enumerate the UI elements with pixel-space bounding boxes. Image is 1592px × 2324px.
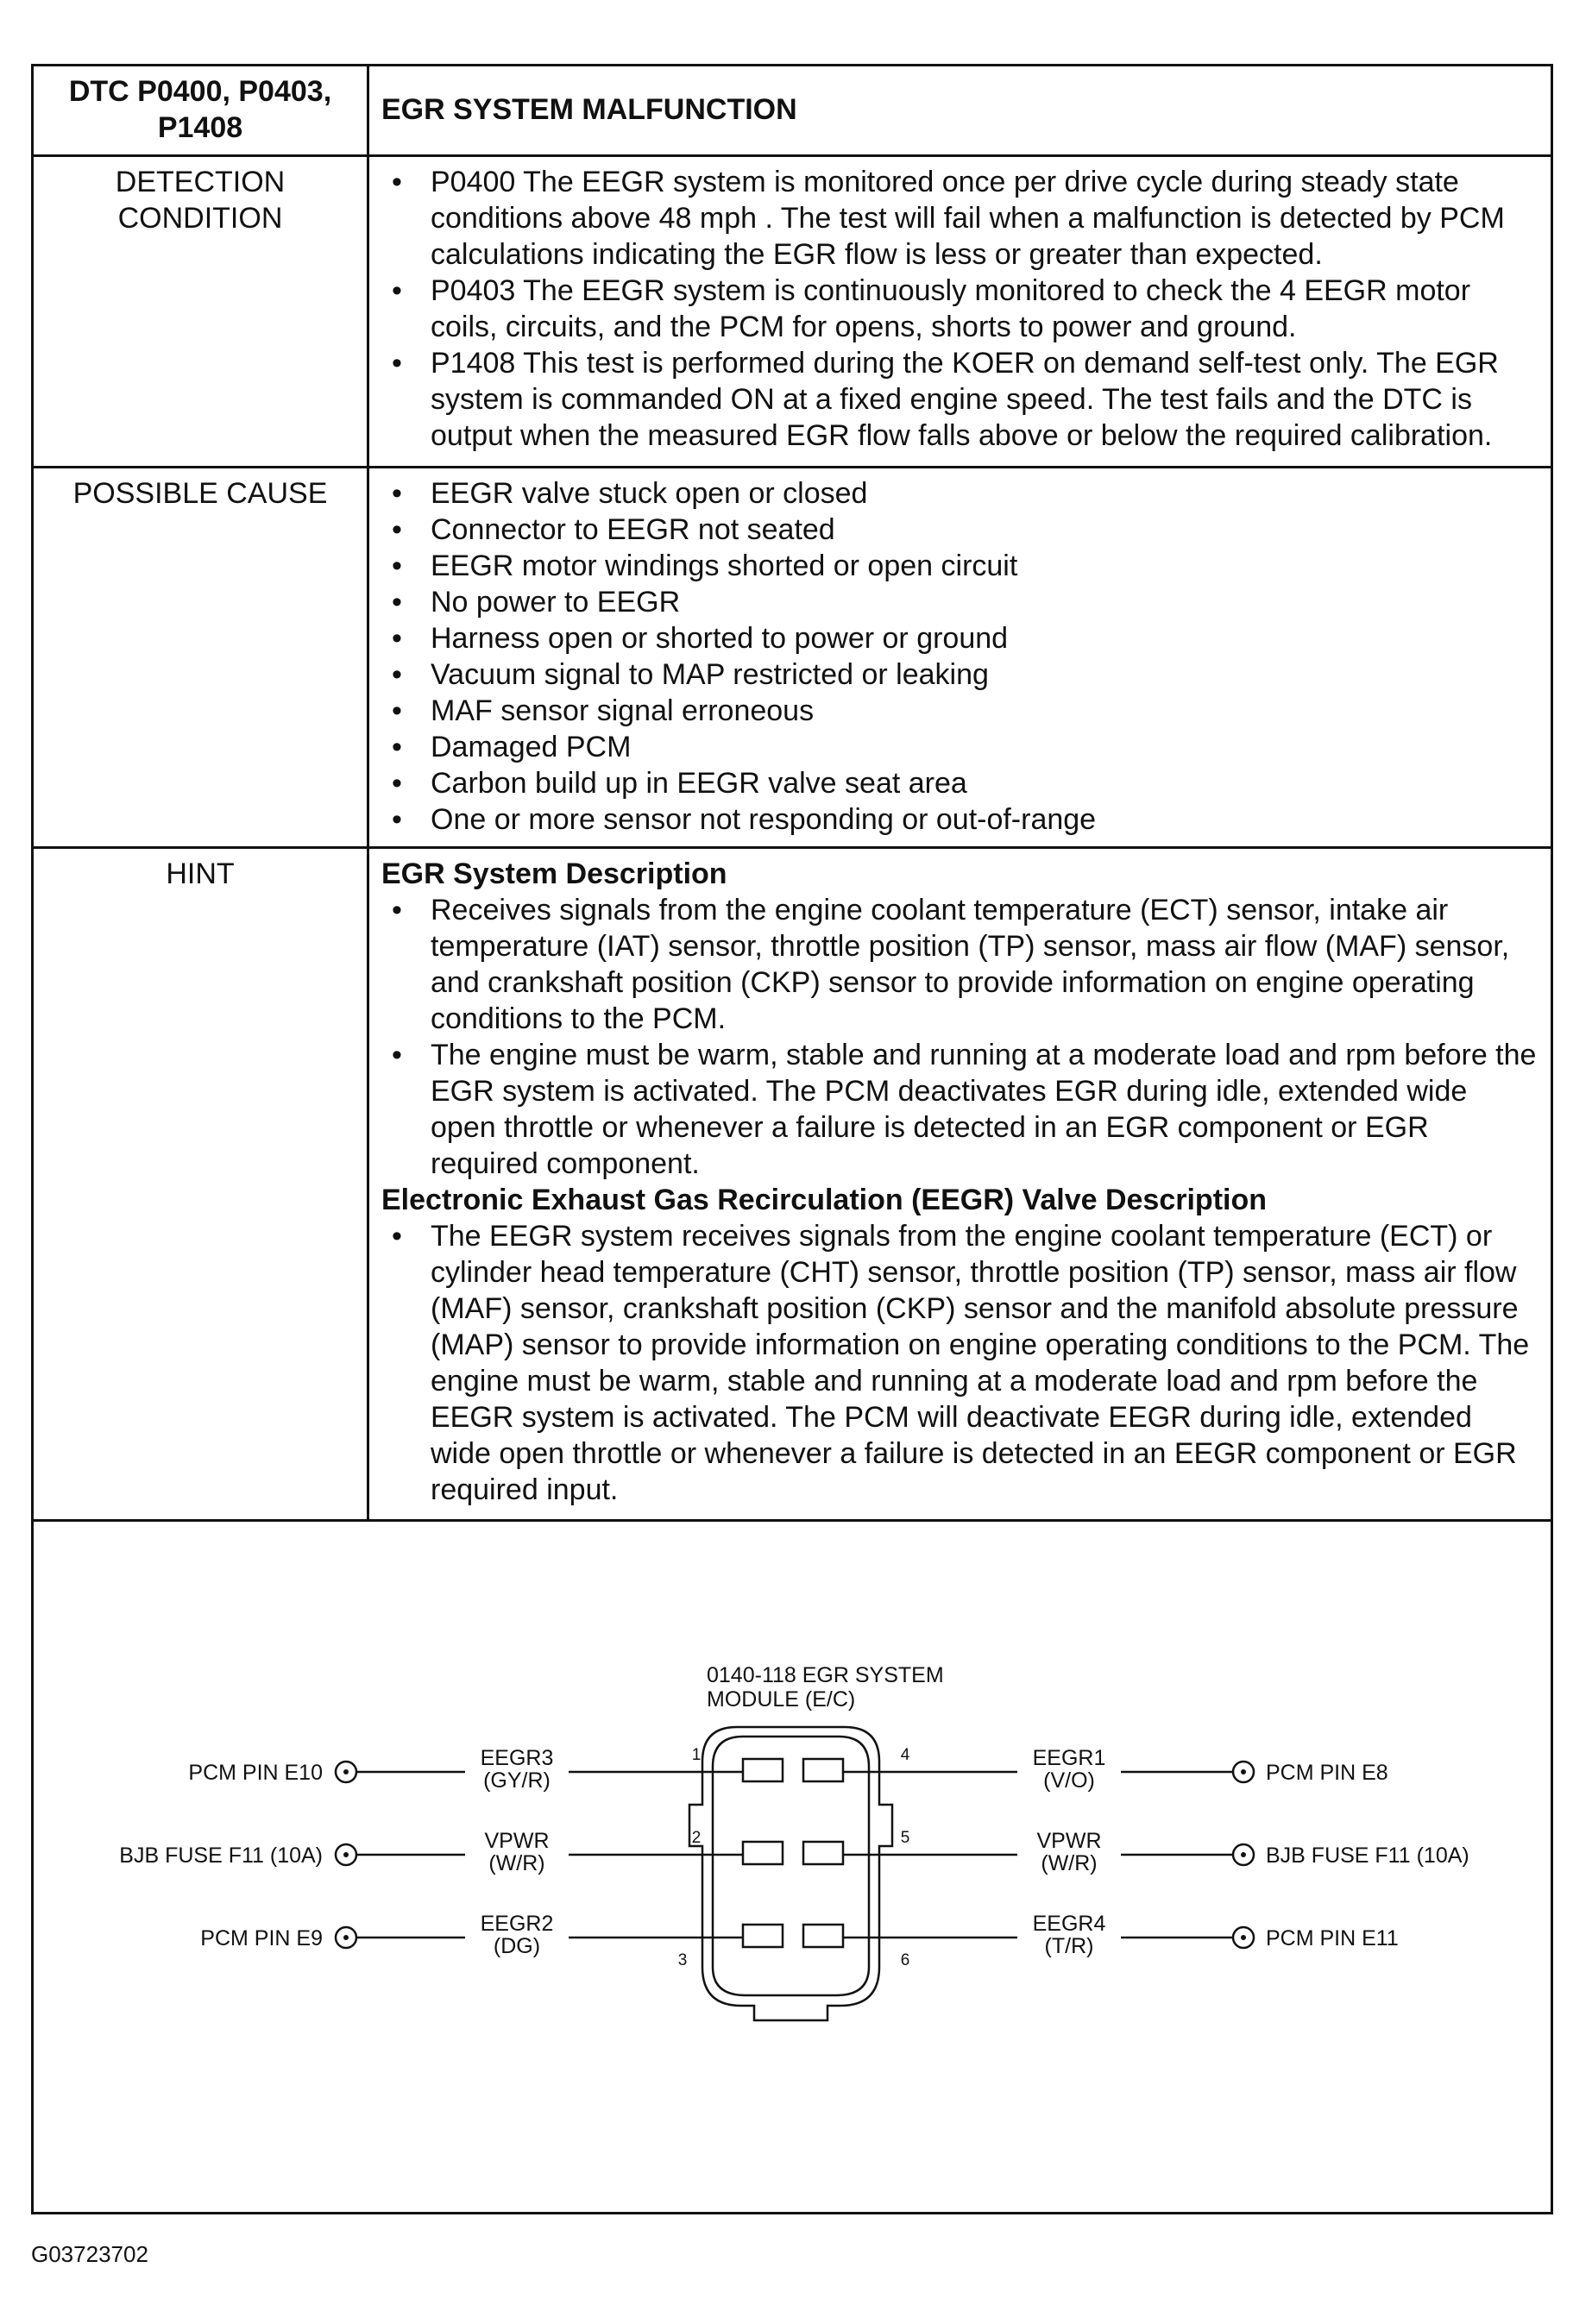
pin-number: 5 xyxy=(900,1829,910,1847)
possible-cause-label: POSSIBLE CAUSE xyxy=(34,468,368,848)
hint-row xyxy=(34,848,1551,1521)
signal-name: EEGR4 xyxy=(1032,1912,1106,1936)
possible-cause-row xyxy=(34,468,1551,848)
list-item: • No power to EEGR xyxy=(381,584,1539,620)
terminal-slot xyxy=(743,1759,783,1781)
dtc-table xyxy=(34,66,1551,1522)
figure-id: G03723702 xyxy=(31,2241,148,2267)
list-item: • Harness open or shorted to power or ground xyxy=(381,620,1539,656)
module-subtitle: MODULE (E/C) xyxy=(707,1687,856,1712)
list-item: • Connector to EEGR not seated xyxy=(381,512,1539,548)
pin-number: 4 xyxy=(900,1746,910,1764)
detection-label: DETECTION CONDITION xyxy=(34,156,368,468)
connector-inner-shell xyxy=(713,1737,869,1995)
signal-name: EEGR3 xyxy=(480,1746,554,1770)
list-item: • The EEGR system receives signals from the engine coolant temperature (ECT) or cylinder head temperature (CHT) sensor, throttle position (TP) sensor, mass air flow (MAF) sensor, crankshaft position (CKP) sensor and the manifold absolute pressure (MAP) sensor to provide information on engine operating conditions to the PCM. The engine must be warm, stable and running at a moderate load and rpm before the EEGR system is activated. The PCM will deactivate EEGR during idle, extended wide open throttle or whenever a failure is detected in an EEGR component or EGR required input. xyxy=(381,1218,1539,1508)
egr-system-description-list xyxy=(381,892,1539,1182)
left-wire-1 xyxy=(188,1746,743,1793)
wire-color: (W/R) xyxy=(488,1851,545,1875)
pin-number: 6 xyxy=(900,1951,910,1969)
signal-name: VPWR xyxy=(484,1829,550,1853)
terminal-slot xyxy=(803,1925,843,1947)
wiring-diagram-area xyxy=(34,1510,1551,2212)
list-item: • One or more sensor not responding or out-of-range xyxy=(381,801,1539,838)
eegr-valve-description-list xyxy=(381,1218,1539,1508)
wiring-diagram xyxy=(34,1510,1551,2212)
terminal-slot xyxy=(803,1842,843,1864)
list-item: • The engine must be warm, stable and running at a moderate load and rpm before the EGR system is activated. The PCM deactivates EGR during idle, extended wide open throttle or whenever a failure is detected in an EGR component or EGR required component. xyxy=(381,1037,1539,1182)
wire-color: (DG) xyxy=(493,1934,541,1958)
left-wire-2 xyxy=(119,1829,743,1875)
list-item: • EEGR motor windings shorted or open circuit xyxy=(381,548,1539,584)
hint-label: HINT xyxy=(34,848,368,1521)
wire-color: (GY/R) xyxy=(483,1768,551,1793)
list-item: • MAF sensor signal erroneous xyxy=(381,693,1539,729)
list-item: • P0403 The EEGR system is continuously monitored to check the 4 EEGR motor coils, circuits, and the PCM for opens, shorts to power and ground. xyxy=(381,273,1539,345)
signal-name: VPWR xyxy=(1036,1829,1102,1853)
wire-color: (W/R) xyxy=(1041,1851,1098,1875)
wire-color: (V/O) xyxy=(1043,1768,1095,1793)
right-wire-2 xyxy=(843,1829,1469,1875)
pin-destination: PCM PIN E9 xyxy=(200,1926,323,1950)
signal-name: EEGR2 xyxy=(480,1912,554,1936)
pin-number: 2 xyxy=(691,1829,702,1847)
pin-number: 1 xyxy=(691,1746,702,1764)
dtc-code-label: DTC P0400, P0403, P1408 xyxy=(34,66,368,156)
list-item: • Damaged PCM xyxy=(381,729,1539,765)
signal-name: EEGR1 xyxy=(1032,1746,1106,1770)
terminal-slot xyxy=(743,1925,783,1947)
pin-destination: PCM PIN E11 xyxy=(1266,1926,1399,1950)
right-wire-3 xyxy=(843,1912,1399,1969)
left-wire-3 xyxy=(200,1912,743,1969)
header-row xyxy=(34,66,1551,156)
pin-number: 3 xyxy=(677,1951,688,1969)
terminal-slot xyxy=(743,1842,783,1864)
module-title: 0140-118 EGR SYSTEM xyxy=(707,1663,944,1687)
list-item: • EEGR valve stuck open or closed xyxy=(381,475,1539,512)
egr-system-description-heading: EGR System Description xyxy=(381,857,727,890)
wire-color: (T/R) xyxy=(1044,1934,1094,1958)
pin-destination: BJB FUSE F11 (10A) xyxy=(119,1843,323,1868)
detection-list xyxy=(381,164,1539,454)
malfunction-title: EGR SYSTEM MALFUNCTION xyxy=(368,66,1551,156)
possible-cause-list xyxy=(381,475,1539,838)
list-item: • P1408 This test is performed during the KOER on demand self-test only. The EGR system is commanded ON at a fixed engine speed. The test fails and the DTC is output when the measured EGR flow falls above or below the required calibration. xyxy=(381,345,1539,454)
list-item: • Vacuum signal to MAP restricted or leaking xyxy=(381,656,1539,693)
list-item: • Carbon build up in EEGR valve seat area xyxy=(381,765,1539,801)
pin-destination: PCM PIN E8 xyxy=(1266,1761,1388,1785)
pin-destination: BJB FUSE F11 (10A) xyxy=(1266,1843,1469,1868)
list-item: • P0400 The EEGR system is monitored once per drive cycle during steady state conditions above 48 mph . The test will fail when a malfunction is detected by PCM calculations indicating the EGR flow is less or greater than expected. xyxy=(381,164,1539,273)
detection-row xyxy=(34,156,1551,468)
list-item: • Receives signals from the engine coolant temperature (ECT) sensor, intake air temperature (IAT) sensor, throttle position (TP) sensor, mass air flow (MAF) sensor, and crankshaft position (CKP) sensor to provide information on engine operating conditions to the PCM. xyxy=(381,892,1539,1037)
dtc-sheet xyxy=(31,64,1553,2214)
pin-destination: PCM PIN E10 xyxy=(188,1761,323,1785)
terminal-slot xyxy=(803,1759,843,1781)
eegr-valve-description-heading: Electronic Exhaust Gas Recirculation (EEGR) Valve Description xyxy=(381,1184,1267,1216)
right-wire-1 xyxy=(843,1746,1388,1793)
